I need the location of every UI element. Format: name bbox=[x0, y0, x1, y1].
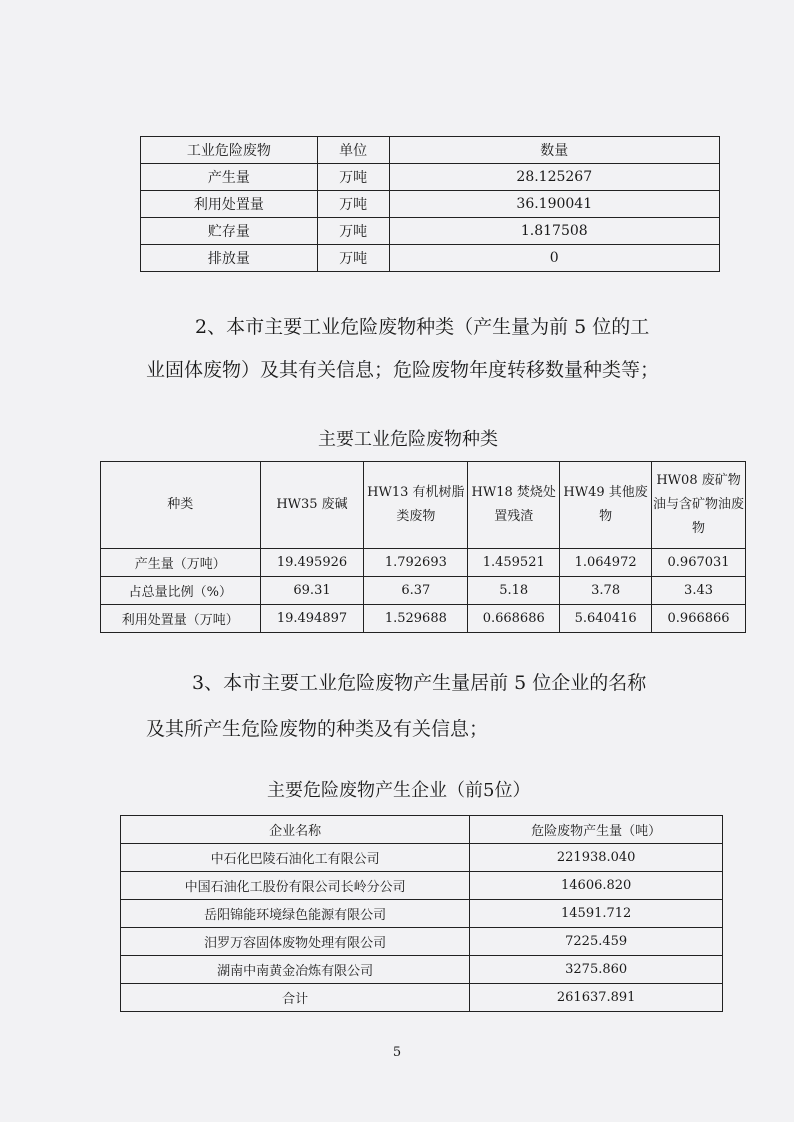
table-row bbox=[141, 245, 720, 272]
table-cell: 岳阳锦能环境绿色能源有限公司 bbox=[121, 900, 470, 928]
table-cell: 3275.860 bbox=[470, 956, 723, 984]
table-row bbox=[101, 549, 746, 577]
table-cell: 合计 bbox=[121, 984, 470, 1012]
table-cell: 28.125267 bbox=[389, 164, 719, 191]
table-cell: 中石化巴陵石油化工有限公司 bbox=[121, 844, 470, 872]
table-header-cell: 数量 bbox=[389, 137, 719, 164]
table-cell: 3.78 bbox=[560, 577, 652, 605]
table-cell: 7225.459 bbox=[470, 928, 723, 956]
table-row bbox=[141, 218, 720, 245]
top-hazardous-waste-enterprises-table bbox=[120, 815, 723, 1012]
table-cell: 0.668686 bbox=[468, 605, 560, 633]
table-cell: 261637.891 bbox=[470, 984, 723, 1012]
table-cell: 14606.820 bbox=[470, 872, 723, 900]
table-cell: 利用处置量（万吨） bbox=[101, 605, 261, 633]
table-header-cell: HW13 有机树脂类废物 bbox=[364, 462, 468, 549]
table-cell: 1.792693 bbox=[364, 549, 468, 577]
section-2-line-1: 2、本市主要工业危险废物种类（产生量为前 5 位的工 bbox=[195, 316, 650, 338]
table-cell: 中国石油化工股份有限公司长岭分公司 bbox=[121, 872, 470, 900]
table-cell: 排放量 bbox=[141, 245, 318, 272]
table-cell: 1.529688 bbox=[364, 605, 468, 633]
table-2-caption: 主要工业危险废物种类 bbox=[318, 429, 498, 450]
table-cell: 利用处置量 bbox=[141, 191, 318, 218]
table-cell: 6.37 bbox=[364, 577, 468, 605]
table-header-cell: HW35 废碱 bbox=[260, 462, 364, 549]
main-hazardous-waste-types-table bbox=[100, 461, 746, 633]
table-row bbox=[121, 900, 723, 928]
table-cell: 19.494897 bbox=[260, 605, 364, 633]
table-header-cell: 种类 bbox=[101, 462, 261, 549]
table-total-row bbox=[121, 984, 723, 1012]
table-cell: 万吨 bbox=[317, 191, 389, 218]
section-3-line-1: 3、本市主要工业危险废物产生量居前 5 位企业的名称 bbox=[192, 672, 647, 694]
table-header-row bbox=[101, 462, 746, 549]
hazardous-waste-summary-table bbox=[140, 136, 720, 272]
table-cell: 221938.040 bbox=[470, 844, 723, 872]
table-cell: 万吨 bbox=[317, 245, 389, 272]
table-cell: 产生量 bbox=[141, 164, 318, 191]
table-cell: 69.31 bbox=[260, 577, 364, 605]
table-cell: 汨罗万容固体废物处理有限公司 bbox=[121, 928, 470, 956]
table-cell: 5.18 bbox=[468, 577, 560, 605]
table-cell: 0 bbox=[389, 245, 719, 272]
section-3-line-2: 及其所产生危险废物的种类及有关信息； bbox=[146, 718, 489, 740]
table-cell: 36.190041 bbox=[389, 191, 719, 218]
table-row bbox=[141, 191, 720, 218]
table-row bbox=[101, 577, 746, 605]
table-header-cell: 危险废物产生量（吨） bbox=[470, 816, 723, 844]
table-header-row bbox=[121, 816, 723, 844]
table-header-cell: 工业危险废物 bbox=[141, 137, 318, 164]
table-3-caption: 主要危险废物产生企业（前5位） bbox=[267, 780, 531, 801]
table-cell: 湖南中南黄金冶炼有限公司 bbox=[121, 956, 470, 984]
table-cell: 14591.712 bbox=[470, 900, 723, 928]
table-cell: 贮存量 bbox=[141, 218, 318, 245]
table-row bbox=[121, 844, 723, 872]
table-header-cell: HW49 其他废物 bbox=[560, 462, 652, 549]
table-header-cell: HW08 废矿物油与含矿物油废物 bbox=[652, 462, 746, 549]
table-cell: 5.640416 bbox=[560, 605, 652, 633]
table-cell: 0.967031 bbox=[652, 549, 746, 577]
table-row bbox=[121, 928, 723, 956]
table-header-cell: HW18 焚烧处置残渣 bbox=[468, 462, 560, 549]
table-header-row bbox=[141, 137, 720, 164]
table-row bbox=[141, 164, 720, 191]
table-header-cell: 单位 bbox=[317, 137, 389, 164]
table-cell: 占总量比例（%） bbox=[101, 577, 261, 605]
table-row bbox=[121, 872, 723, 900]
table-cell: 1.064972 bbox=[560, 549, 652, 577]
table-row bbox=[121, 956, 723, 984]
table-cell: 万吨 bbox=[317, 218, 389, 245]
table-cell: 0.966866 bbox=[652, 605, 746, 633]
page-number: 5 bbox=[392, 1045, 402, 1060]
table-row bbox=[101, 605, 746, 633]
table-header-cell: 企业名称 bbox=[121, 816, 470, 844]
section-2-line-2: 业固体废物）及其有关信息；危险废物年度转移数量种类等； bbox=[146, 359, 660, 381]
table-cell: 3.43 bbox=[652, 577, 746, 605]
table-cell: 产生量（万吨） bbox=[101, 549, 261, 577]
table-cell: 1.817508 bbox=[389, 218, 719, 245]
table-cell: 19.495926 bbox=[260, 549, 364, 577]
table-cell: 1.459521 bbox=[468, 549, 560, 577]
table-cell: 万吨 bbox=[317, 164, 389, 191]
